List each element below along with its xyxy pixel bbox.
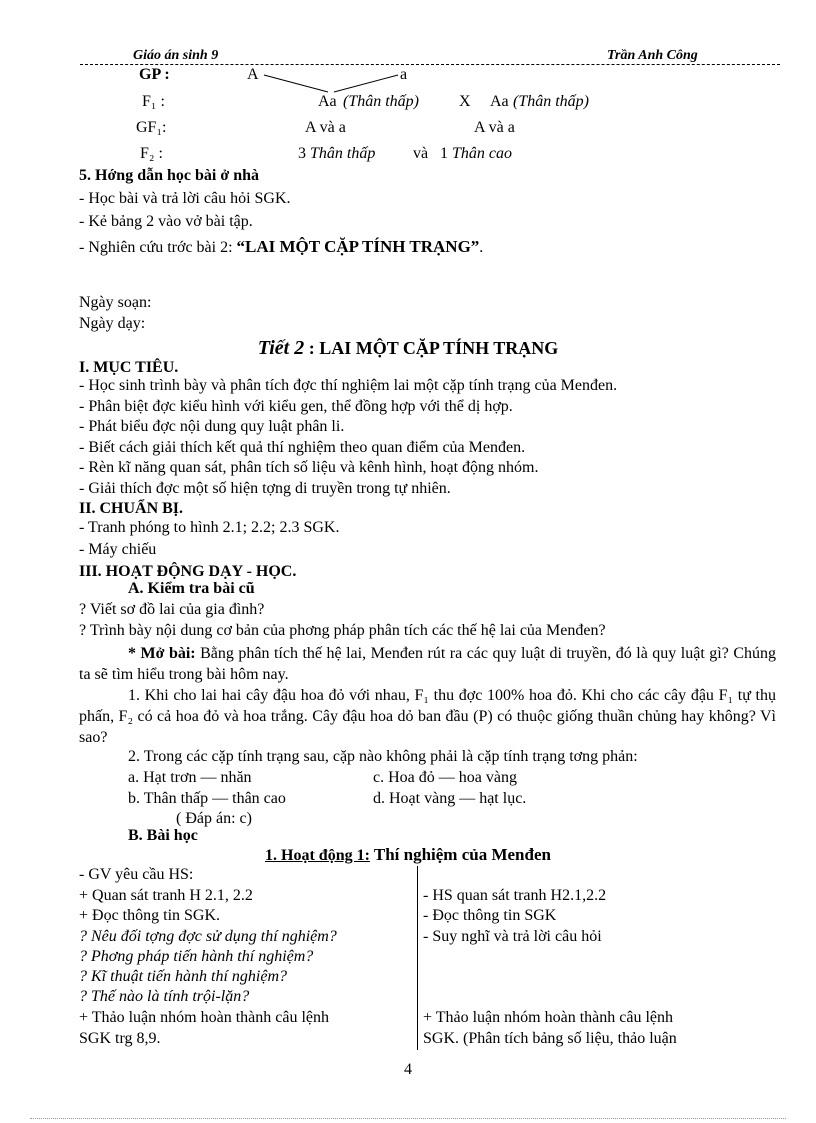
preparation-item: - Máy chiếu	[79, 541, 157, 558]
option-a: a. Hạt trơn — nhăn	[128, 769, 252, 786]
f1-genotype-b: Aa	[490, 93, 509, 110]
objective-item: - Rèn kĩ năng quan sát, phân tích số liệu và kênh hình, hoạt động nhóm.	[79, 459, 539, 476]
objective-item: - Phân biệt đợc kiểu hình với kiểu gen, thể đồng hợp với thể dị hợp.	[79, 398, 513, 415]
intro-paragraph	[79, 643, 776, 685]
f1-label: F₁ :	[142, 93, 165, 110]
f2-label: F₂ :	[140, 145, 163, 162]
teacher-question: ? Thế nào là tính trội-lặn?	[79, 988, 250, 1005]
f2-count-a: 3	[298, 145, 306, 162]
lesson-sep: :	[304, 338, 320, 358]
lesson-title	[0, 337, 816, 360]
option-c: c. Hoa đỏ — hoa vàng	[373, 769, 517, 786]
homework-research	[79, 237, 483, 257]
date-prepared: Ngày soạn:	[79, 294, 152, 311]
f1-phenotype-b: (Thân thấp)	[513, 93, 589, 110]
student-line: + Thảo luận nhóm hoàn thành câu lệnh	[423, 1009, 673, 1026]
review-question: ? Viết sơ đồ lai của gia đình?	[79, 601, 265, 618]
research-suffix: .	[479, 239, 484, 256]
gp-allele-b: a	[400, 66, 408, 83]
header-rule	[80, 64, 780, 65]
exercise-1: 1. Khi cho lai hai cây đậu hoa đỏ với nhau, F₁ thu đợc 100% hoa đỏ. Khi cho các cây đậu F₁ tự thụ phấn, F₂ có cả hoa đỏ và hoa trắng. Cây đậu hoa dỏ ban đầu (P) có thuộc giống thuần chủng hay không? Vì sao?	[79, 687, 776, 746]
teacher-line: + Quan sát tranh H 2.1, 2.2	[79, 887, 253, 904]
teacher-line: + Đọc thông tin SGK.	[79, 907, 221, 924]
gp-allele-a: A	[247, 66, 259, 83]
activity-1-name: Thí nghiệm của Menđen	[369, 845, 551, 864]
f2-count-b: 1	[440, 145, 448, 162]
teacher-line: - GV yêu cầu HS:	[79, 866, 194, 883]
lesson-name: LAI MỘT CẶP TÍNH TRẠNG	[319, 338, 559, 358]
f1-cross-symbol: X	[459, 93, 471, 110]
section-activities-heading: III. HOẠT ĐỘNG DẠY - HỌC.	[79, 563, 297, 580]
student-line: - HS quan sát tranh H2.1,2.2	[423, 887, 607, 904]
teacher-question: ? Kĩ thuật tiến hành thí nghiệm?	[79, 968, 287, 985]
objective-item: - Học sinh trình bày và phân tích đợc thí nghiệm lai một cặp tính trạng của Menđen.	[79, 377, 618, 394]
homework-item: - Kẻ bảng 2 vào vở bài tập.	[79, 213, 253, 230]
intro-text: Bằng phân tích thế hệ lai, Menđen rút ra các quy luật di truyền, đó là quy luật gì? Chúng ta sẽ tìm hiểu trong bài hôm nay.	[79, 645, 776, 683]
activity-1-label: 1. Hoạt động 1:	[265, 847, 370, 864]
teacher-line: + Thảo luận nhóm hoàn thành câu lệnh	[79, 1009, 329, 1026]
objective-item: - Phát biểu đợc nội dung quy luật phân li.	[79, 418, 345, 435]
date-taught: Ngày dạy:	[79, 315, 146, 332]
objective-item: - Biết cách giải thích kết quả thí nghiệm theo quan điểm của Menđen.	[79, 439, 526, 456]
student-line: SGK. (Phân tích bảng số liệu, thảo luận	[423, 1030, 677, 1047]
homework-title: 5. Hớng dẫn học bài ở nhà	[79, 167, 259, 184]
gp-label: GP :	[139, 66, 170, 83]
f1-phenotype-a: (Thân thấp)	[343, 93, 419, 110]
header-left: Giáo án sinh 9	[133, 48, 219, 63]
intro-label: * Mở bài:	[128, 645, 196, 662]
lesson-body-heading: B. Bài học	[128, 827, 198, 844]
homework-item: - Học bài và trả lời câu hỏi SGK.	[79, 190, 291, 207]
gf1-gametes-b: A và a	[474, 119, 515, 136]
page-number: 4	[404, 1061, 412, 1078]
f2-and: và	[413, 145, 429, 162]
f2-phenotype-b: Thân cao	[452, 145, 512, 162]
answer: ( Đáp án: c)	[176, 810, 252, 827]
section-objectives-heading: I. MỤC TIÊU.	[79, 359, 179, 376]
gf1-gametes-a: A và a	[305, 119, 346, 136]
option-d: d. Hoạt vàng — hạt lục.	[373, 790, 527, 807]
cross-lines	[262, 72, 402, 94]
old-lesson-check-heading: A. Kiểm tra bài cũ	[128, 580, 255, 597]
student-line: - Suy nghĩ và trả lời câu hỏi	[423, 928, 602, 945]
research-prefix: - Nghiên cứu trớc bài 2:	[79, 239, 237, 256]
activity-1-title	[0, 845, 816, 865]
header-right: Trần Anh Công	[607, 48, 698, 63]
teacher-question: ? Nêu đối tợng đợc sử dụng thí nghiệm?	[79, 928, 337, 945]
exercise-2: 2. Trong các cặp tính trạng sau, cặp nào không phải là cặp tính trạng tơng phản:	[128, 748, 638, 765]
objective-item: - Giải thích đợc một số hiện tợng di truyền trong tự nhiên.	[79, 480, 451, 497]
preparation-item: - Tranh phóng to hình 2.1; 2.2; 2.3 SGK.	[79, 519, 340, 536]
f2-phenotype-a: Thân thấp	[310, 145, 376, 162]
teacher-line: SGK trg 8,9.	[79, 1030, 161, 1047]
research-title: “LAI MỘT CẶP TÍNH TRẠNG”	[236, 237, 480, 256]
review-question: ? Trình bày nội dung cơ bản của phơng pháp phân tích các thế hệ lai của Menđen?	[79, 622, 606, 639]
lesson-number: Tiết 2	[257, 337, 305, 359]
f1-genotype-a: Aa	[318, 93, 337, 110]
gf1-label: GF₁:	[136, 119, 167, 136]
section-preparation-heading: II. CHUẨN BỊ.	[79, 500, 184, 517]
teacher-question: ? Phơng pháp tiến hành thí nghiệm?	[79, 948, 314, 965]
footer-rule	[30, 1118, 786, 1119]
option-b: b. Thân thấp — thân cao	[128, 790, 286, 807]
student-line: - Đọc thông tin SGK	[423, 907, 557, 924]
column-divider	[417, 866, 418, 1050]
